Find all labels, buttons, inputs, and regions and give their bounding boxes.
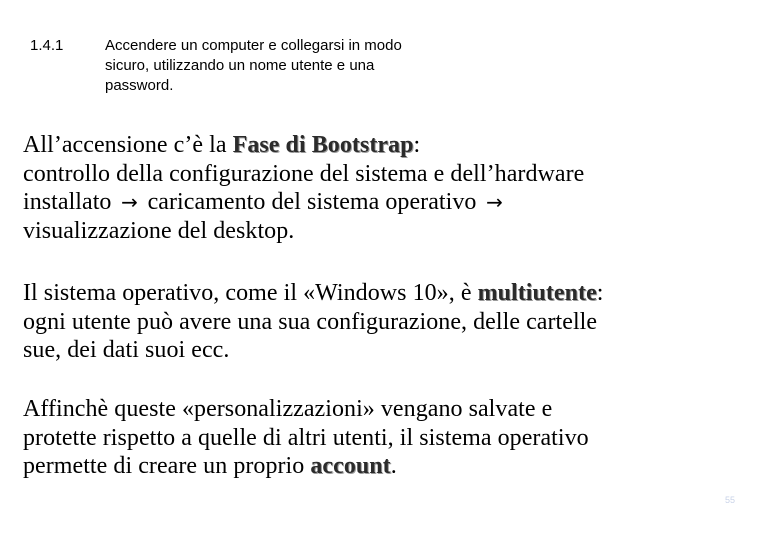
section-title: [105, 36, 485, 96]
section-title-line: Accendere un computer e collegarsi in modo: [105, 37, 402, 54]
text-segment: Il sistema operativo, come il «Windows 10», è: [23, 280, 478, 306]
section-title-line: sicuro, utilizzando un nome utente e una: [105, 57, 375, 74]
text-line: ogni utente può avere una sua configurazione, delle cartelle: [23, 308, 598, 335]
term-multiutente: multiutente: [477, 280, 597, 306]
text-segment: caricamento del sistema operativo: [141, 189, 483, 215]
page-number: 55: [724, 495, 735, 505]
section-number: 1.4.1: [30, 37, 64, 54]
paragraph-bootstrap: [23, 131, 763, 245]
text-line: Affinchè queste «personalizzazioni» vengano salvate e: [23, 396, 553, 422]
paragraph-account: [23, 395, 763, 481]
arrow-right-icon: →: [121, 190, 138, 214]
section-title-line: password.: [105, 77, 174, 94]
text-segment: installato: [23, 189, 118, 215]
text-segment: .: [390, 453, 397, 479]
text-line: controllo della configurazione del sistema e dell’hardware: [23, 160, 585, 187]
paragraph-multiuser: [23, 279, 763, 365]
text-line: [23, 452, 763, 481]
term-account: account: [310, 453, 391, 479]
text-line: protette rispetto a quelle di altri utenti, il sistema operativo: [23, 424, 589, 451]
text-line: [23, 188, 763, 217]
term-bootstrap: Fase di Bootstrap: [232, 132, 414, 158]
text-line: sue, dei dati suoi ecc.: [23, 337, 230, 363]
text-segment: :: [596, 280, 604, 306]
text-segment: permette di creare un proprio: [23, 453, 311, 479]
text-segment: All’accensione c’è la: [23, 132, 233, 158]
text-segment: :: [413, 132, 421, 158]
text-line: visualizzazione del desktop.: [23, 217, 295, 244]
text-line: [23, 279, 763, 308]
arrow-right-icon: →: [486, 190, 503, 214]
text-line: [23, 131, 763, 160]
